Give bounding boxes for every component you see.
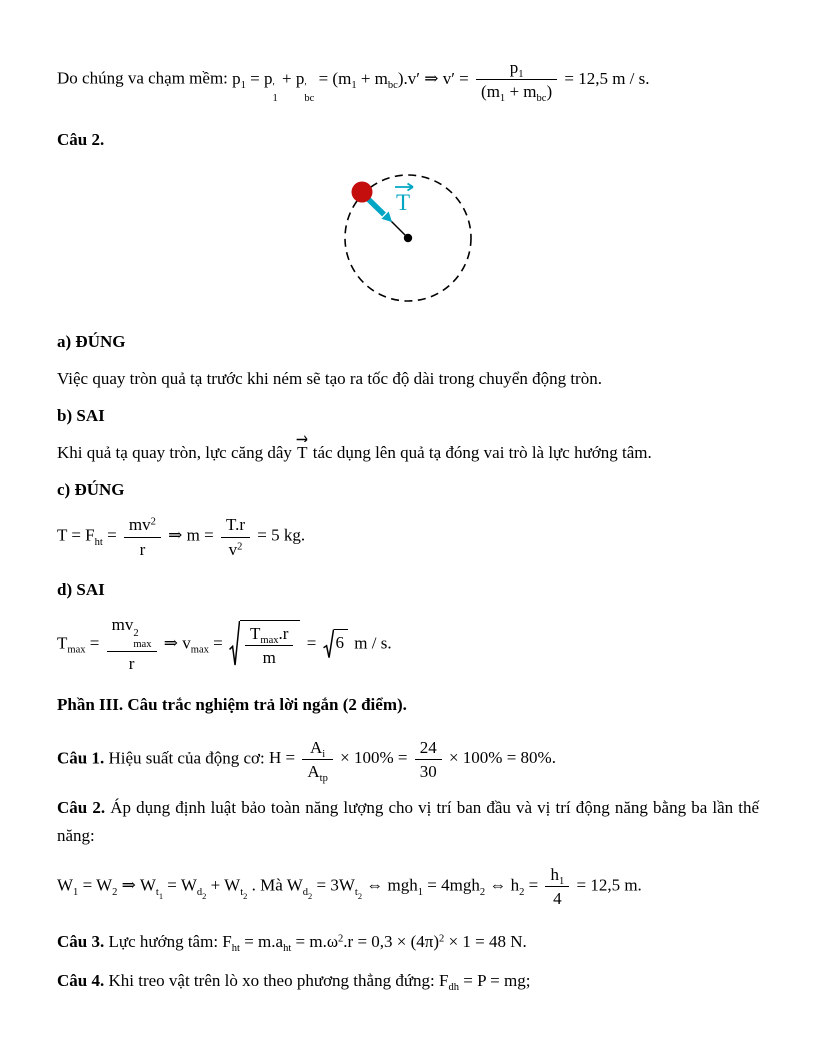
answer-c-heading: c) ĐÚNG [57,480,125,500]
answer-a-heading: a) ĐÚNG [57,332,126,352]
tension-label-text: T [396,190,411,216]
centripetal-formula: $F_{ht} = m.a_{ht} = m.\omega^2.r = 0,3 \times (4\pi)^2 \times 1 = 48$ N. [222,931,527,954]
question-2-label: Câu 2. [57,798,106,818]
tension-formula: $T = F_{ht}$ = $\frac{mv^2}{r}$ ⇒ m = $\frac{T.r}{v^2}$ = 5 kg. [57,515,306,559]
vector-arrow-icon [296,434,308,442]
question-3-text: Lực hướng tâm: [108,931,219,951]
circular-motion-figure [333,166,483,308]
answer-b-text-before: Khi quả tạ quay tròn, lực căng dây [57,443,297,463]
answer-a-text: Việc quay tròn quả tạ trước khi ném sẽ tạo ra tốc độ dài trong chuyển động tròn. [57,369,602,389]
intro-text: Do chúng va chạm mềm: [57,68,228,88]
vector-symbol-text: T [297,443,308,463]
question-3-line [57,928,759,955]
question-3-label: Câu 3. [57,931,105,951]
tension-label [395,184,413,216]
energy-formula: $W_1 = W_2$ ⇒ $W_{t_1} = W_{d_2} + W_{t_2}$ . Mà $W_{d_2} = 3W_{t_2}$ ⇔ mgh$_1$ = 4mgh$_2$ ⇔ $h_2$ = $\frac{h_1}{4}$ = 12,5 m. [57,865,642,909]
ball [352,182,373,203]
answer-b-text-after: tác dụng lên quả tạ đóng vai trò là lực hướng tâm. [308,443,652,463]
question-1-label: Câu 1. [57,748,105,768]
momentum-formula: $p_1 = p$ ′ 1 + p ′ bc = $(m_1 + m_{bc}).v'$ ⇒ v′ = $\frac{p_1}{(m_1 + m_{bc})}$ = 12,5 m / s. [232,58,650,105]
question-4-line [57,967,759,994]
part3-heading: Phần III. Câu trắc nghiệm trả lời ngắn (2 điểm). [57,694,407,714]
question-1-text: Hiệu suất của động cơ: [108,748,265,768]
question-2-paragraph [57,794,759,850]
diagram-container [57,166,759,308]
question-1-line [57,737,759,783]
tension-max-formula: $T_{max}$ = mv 2 max r ⇒ $v_{max}$ = $\frac{T_{max}.r}{m}$ = 6 m / s. [57,614,392,674]
answer-b-heading: b) SAI [57,406,105,426]
answer-b-text [57,439,759,467]
cau2-heading: Câu 2. [57,130,105,150]
answer-d-heading: d) SAI [57,579,105,599]
question-2-text: Áp dụng định luật bảo toàn năng lượng cho vị trí ban đầu và vị trí động năng bằng ba lần thế năng: [57,798,760,846]
efficiency-formula: H = $\frac{A_i}{A_{tp}}$ × 100% = $\frac{24}{30}$ × 100% = 80%. [269,737,556,785]
question-4-label: Câu 4. [57,970,105,990]
tension-vector-symbol [296,439,308,467]
center-dot [404,234,412,242]
intro-line [57,57,759,104]
spring-formula: $F_{dh} = P$ = mg; [439,970,531,994]
question-4-text: Khi treo vật trên lò xo theo phương thẳng đứng: [108,970,435,990]
